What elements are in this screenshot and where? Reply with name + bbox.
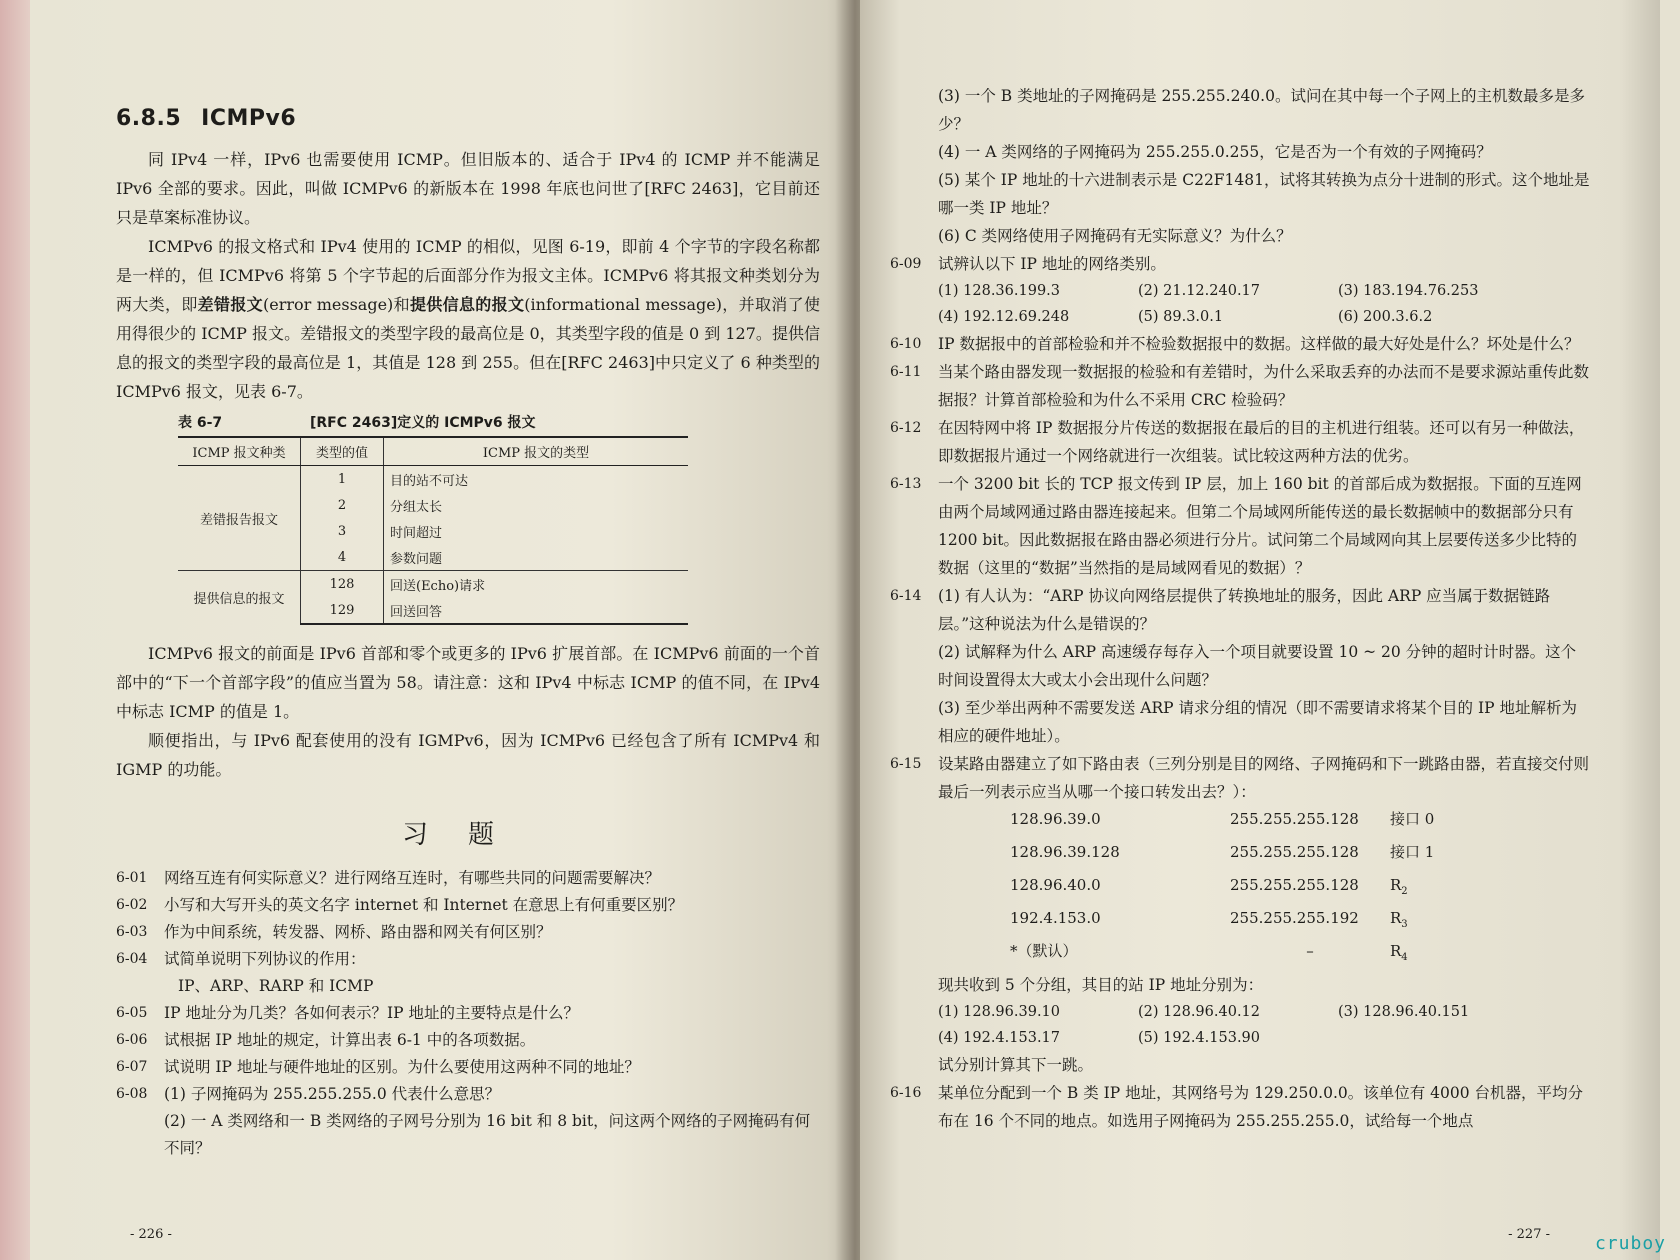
exercise-item (890, 750, 1590, 806)
exercise-item (890, 1079, 1590, 1135)
routing-table (890, 806, 1590, 971)
table-row (178, 466, 688, 493)
ip-item: (2) 21.12.240.17 (1138, 283, 1261, 299)
exercise-number: 6-08 (116, 1086, 148, 1102)
route-dest: 192.4.153.0 (1010, 909, 1101, 927)
exercise-number: 6-13 (890, 476, 922, 492)
table-header: 类型的值 (301, 437, 384, 466)
exercise-subline: (4) 一 A 类网络的子网掩码为 255.255.0.255，它是否为一个有效的子网掩码？ (938, 143, 1492, 161)
table-cell: 129 (301, 597, 384, 624)
paragraph-1: 同 IPv4 一样，IPv6 也需要使用 ICMP。但旧版本的、适合于 IPv4 的 ICMP 并不能满足 IPv6 全部的要求。因此，叫做 ICMPv6 的新版本在 1998 年底也问世了[RFC 2463]，它目前还只是草案标准协议。 (116, 150, 820, 227)
exercise-item (116, 1027, 820, 1054)
table-cell: 128 (301, 571, 384, 598)
exercise-text: 某单位分配到一个 B 类 IP 地址，其网络号为 129.250.0.0。该单位有 4000 台机器，平均分布在 16 个不同的地点。如选用子网掩码为 255.255.255.0，试给每一个地点 (938, 1084, 1584, 1130)
exercises-title: 习题 (401, 820, 534, 850)
exercise-number: 6-02 (116, 897, 148, 913)
exercise-item (890, 358, 1590, 414)
exercise-item (116, 946, 820, 973)
para2-text-d: (informational message)，并取消了使用得很少的 ICMP 报文。差错报文的类型字段的最高位是 0，其类型字段的值是 0 到 127。提供信息的报文的类型字段的最高位是 1，其值是 128 到 255。但在[RFC 2463]中只定义了 6 种类型的 ICMPv6 报文，见表 6-7。 (116, 295, 820, 401)
exercise-subline: (2) 一 A 类网络和一 B 类网络的子网号分别为 16 bit 和 8 bit，问这两个网络的子网掩码有何不同？ (164, 1112, 811, 1157)
exercise-text: 设某路由器建立了如下路由表（三列分别是目的网络、子网掩码和下一跳路由器，若直接交付则最后一列表示应当从哪一个接口转发出去？）： (938, 755, 1590, 801)
exercise-number: 6-01 (116, 870, 148, 886)
exercise-text: IP 数据报中的首部检验和并不检验数据报中的数据。这样做的最大好处是什么？坏处是什么？ (938, 335, 1580, 353)
route-hop: 接口 0 (1390, 810, 1435, 828)
right-page (860, 0, 1660, 1260)
packet-item: (5) 192.4.153.90 (1138, 1030, 1261, 1046)
left-page (30, 0, 860, 1260)
table-cell: 3 (301, 518, 384, 544)
table-cell: 时间超过 (390, 525, 443, 541)
route-hop: $R_2$ (1390, 876, 1408, 897)
route-hop: $R_4$ (1390, 942, 1408, 963)
watermark: cruboy (1594, 1233, 1666, 1254)
route-hop: $R_3$ (1390, 909, 1408, 930)
route-mask: 255.255.255.128 (1230, 876, 1359, 894)
exercise-item (116, 919, 820, 946)
exercise-item (890, 250, 1590, 278)
exercise-text: 网络互连有何实际意义？进行网络互连时，有哪些共同的问题需要解决？ (164, 869, 661, 887)
route-mask: 255.255.255.128 (1230, 810, 1359, 828)
table-row (178, 571, 688, 598)
exercise-text: 试辨认以下 IP 地址的网络类别。 (938, 255, 1166, 273)
route-dest: 128.96.40.0 (1010, 876, 1101, 894)
exercise-item (890, 582, 1590, 638)
packet-item: (2) 128.96.40.12 (1138, 1004, 1261, 1020)
route-dest: *（默认） (1010, 942, 1078, 960)
exercise-text: 试简单说明下列协议的作用： (164, 950, 366, 968)
exercise-number: 6-15 (890, 756, 922, 772)
exercise-number: 6-06 (116, 1032, 148, 1048)
route-mask: 255.255.255.192 (1230, 909, 1359, 927)
exercise-text: 在因特网中将 IP 数据报分片传送的数据报在最后的目的主机进行组装。还可以有另一种做法，即数据报片通过一个网络就进行一次组装。试比较这两种方法的优劣。 (938, 419, 1585, 465)
exercise-text: 试根据 IP 地址的规定，计算出表 6-1 中的各项数据。 (164, 1031, 536, 1049)
ip-item: (1) 128.36.199.3 (938, 283, 1061, 299)
table-cell: 参数问题 (390, 551, 443, 567)
exercise-item (890, 470, 1590, 582)
exercise-subline: (6) C 类网络使用子网掩码有无实际意义？为什么？ (938, 227, 1292, 245)
exercise-item (116, 1000, 820, 1027)
exercise-subline: 试分别计算其下一跳。 (938, 1056, 1094, 1074)
exercise-number: 6-03 (116, 924, 148, 940)
packet-list (890, 999, 1590, 1051)
paragraph-3: ICMPv6 报文的前面是 IPv6 首部和零个或更多的 IPv6 扩展首部。在 ICMPv6 前面的一个首部中的“下一个首部字段”的值应当置为 58。请注意：这和 IPv4 中标志 ICMP 的值不同，在 IPv4 中标志 ICMP 的值是 1。 (116, 644, 820, 721)
table-cell: 4 (301, 544, 384, 571)
table-cell: 2 (301, 492, 384, 518)
table-number: 表 6-7 (178, 415, 223, 431)
para2-text-a: ICMPv6 的报文格式和 IPv4 使用的 ICMP 的相似，见图 6-19，即前 4 个字节的字段名称都是一样的，但 ICMPv6 将第 5 个字节起的后面部分作为报文主体。ICMPv6 将其报文种类划分为两大类，即 (116, 237, 820, 314)
exercise-subline: (2) 试解释为什么 ARP 高速缓存每存入一个项目就要设置 10 ~ 20 分钟的超时计时器。这个时间设置得太大或太小会出现什么问题？ (938, 643, 1577, 689)
section-heading (116, 106, 820, 131)
exercise-text: 试说明 IP 地址与硬件地址的区别。为什么要使用这两种不同的地址？ (164, 1058, 640, 1076)
icmpv6-table (178, 436, 688, 625)
exercise-item (116, 1081, 820, 1108)
exercise-text: 作为中间系统，转发器、网桥、路由器和网关有何区别？ (164, 923, 552, 941)
table-cell: 目的站不可达 (390, 473, 469, 489)
ip-item: (3) 183.194.76.253 (1338, 283, 1479, 299)
ip-item: (5) 89.3.0.1 (1138, 309, 1224, 325)
ip-address-list (890, 278, 1590, 330)
exercise-text: 小写和大写开头的英文名字 internet 和 Internet 在意思上有何重要区别？ (164, 896, 684, 914)
exercise-subline: IP、ARP、RARP 和 ICMP (178, 977, 374, 995)
table-header: ICMP 报文的类型 (384, 437, 689, 466)
exercise-number: 6-10 (890, 336, 922, 352)
table-title: [RFC 2463]定义的 ICMPv6 报文 (310, 415, 536, 431)
para2-text-c: (error message)和 (263, 295, 410, 314)
route-dest: 128.96.39.0 (1010, 810, 1101, 828)
exercise-item (116, 892, 820, 919)
table-header-row (178, 437, 688, 466)
route-hop: 接口 1 (1390, 843, 1435, 861)
table-cell: 1 (301, 466, 384, 493)
exercise-number: 6-05 (116, 1005, 148, 1021)
para2-bold-error: 差错报文 (197, 295, 264, 314)
exercise-subline: (5) 某个 IP 地址的十六进制表示是 C22F1481，试将其转换为点分十进制的形式。这个地址是哪一类 IP 地址？ (938, 171, 1590, 217)
exercise-text: IP 地址分为几类？各如何表示？IP 地址的主要特点是什么？ (164, 1004, 579, 1022)
para2-bold-info: 提供信息的报文 (409, 295, 525, 314)
packet-item: (3) 128.96.40.151 (1338, 1004, 1470, 1020)
packet-item: (1) 128.96.39.10 (938, 1004, 1061, 1020)
ip-item: (4) 192.12.69.248 (938, 309, 1070, 325)
exercise-number: 6-09 (890, 256, 922, 272)
table-category: 提供信息的报文 (178, 571, 301, 625)
exercise-number: 6-14 (890, 588, 922, 604)
exercise-item (890, 414, 1590, 470)
route-mask: – (1306, 942, 1314, 960)
table-cell: 分组太长 (390, 499, 443, 515)
section-title: ICMPv6 (201, 106, 297, 131)
exercise-number: 6-04 (116, 951, 148, 967)
page-number: - 226 - (130, 1227, 172, 1242)
exercise-subline: (3) 至少举出两种不需要发送 ARP 请求分组的情况（即不需要请求将某个目的 IP 地址解析为相应的硬件地址）。 (938, 699, 1577, 745)
table-header: ICMP 报文种类 (178, 437, 301, 466)
packet-item: (4) 192.4.153.17 (938, 1030, 1061, 1046)
exercise-number: 6-12 (890, 420, 922, 436)
exercise-subline: 现共收到 5 个分组，其目的站 IP 地址分别为： (938, 976, 1264, 994)
exercise-subline: (3) 一个 B 类地址的子网掩码是 255.255.240.0。试问在其中每一个子网上的主机数最多是多少？ (938, 87, 1585, 133)
exercise-text: (1) 子网掩码为 255.255.255.0 代表什么意思？ (164, 1085, 501, 1103)
exercise-text: (1) 有人认为：“ARP 协议向网络层提供了转换地址的服务，因此 ARP 应当属于数据链路层。”这种说法为什么是错误的？ (938, 587, 1551, 633)
table-category: 差错报告报文 (178, 466, 301, 571)
route-dest: 128.96.39.128 (1010, 843, 1120, 861)
ip-item: (6) 200.3.6.2 (1338, 309, 1433, 325)
page-number: - 227 - (1508, 1227, 1550, 1242)
exercise-number: 6-07 (116, 1059, 148, 1075)
exercise-item (116, 1054, 820, 1081)
table-cell: 回送(Echo)请求 (384, 571, 689, 598)
route-mask: 255.255.255.128 (1230, 843, 1359, 861)
table-caption (178, 412, 820, 432)
paragraph-4: 顺便指出，与 IPv6 配套使用的没有 IGMPv6，因为 ICMPv6 已经包含了所有 ICMPv4 和 IGMP 的功能。 (116, 731, 820, 779)
exercise-text: 当某个路由器发现一数据报的检验和有差错时，为什么采取丢弃的办法而不是要求源站重传此数据报？计算首部检验和为什么不采用 CRC 检验码？ (938, 363, 1590, 409)
exercise-item (890, 330, 1590, 358)
exercise-number: 6-16 (890, 1085, 922, 1101)
exercise-item (116, 865, 820, 892)
paragraph-2 (116, 232, 820, 406)
table-cell: 回送回答 (384, 597, 689, 624)
exercise-number: 6-11 (890, 364, 922, 380)
section-number: 6.8.5 (116, 106, 182, 131)
exercise-text: 一个 3200 bit 长的 TCP 报文传到 IP 层，加上 160 bit 的首部后成为数据报。下面的互连网由两个局域网通过路由器连接起来。但第二个局域网所能传送的最长数据帧中的数据部分只有 1200 bit。因此数据报在路由器必须进行分片。试问第二个局域网向其上层要传送多少比特的数据（这里的“数据”当然指的是局域网看见的数据）？ (938, 475, 1582, 577)
